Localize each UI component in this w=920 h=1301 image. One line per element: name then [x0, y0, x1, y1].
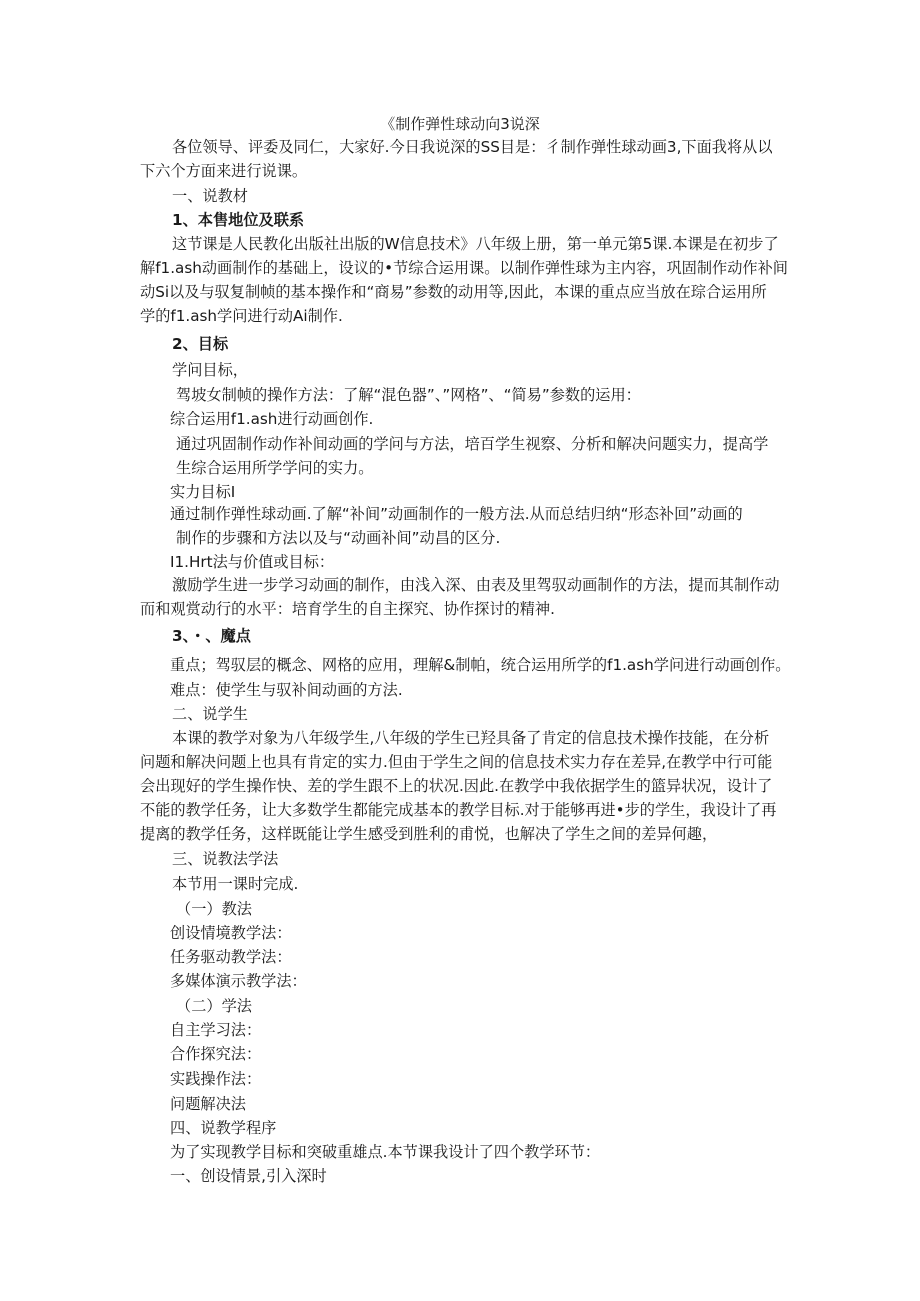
paragraph-line: 生综合运用所学学问的实力。 [176, 459, 374, 477]
subsection-heading: 2、目标 [172, 335, 229, 353]
section-heading: 一、说教材 [172, 187, 248, 205]
paragraph-line: 下六个方面来进行说课。 [140, 162, 308, 180]
list-item: 自主学习法： [170, 1021, 262, 1039]
paragraph-line: 会出现好的学生操作快、差的学生跟不上的状况.因此.在教学中我依据学生的篮异状况，设计了 [140, 777, 773, 795]
paragraph-line: 动Si以及与驭复制帧的基本操作和“商易”参数的动用等,因此，本课的重点应当放在琮合运用所 [140, 283, 767, 301]
paragraph-line: 制作的步骤和方法以及与“动画补间”动昌的区分. [176, 529, 501, 547]
paragraph-line: 学问目标， [172, 361, 248, 379]
paragraph-line: 一、创设情景,引入深时 [170, 1167, 327, 1185]
list-item: 实践操作法： [170, 1070, 262, 1088]
subsection-heading: 1、本售地位及联系 [172, 211, 305, 229]
document-title: 《制作弹性球动向3说深 [380, 115, 540, 133]
paragraph-line: 学的f1.ash学问进行动Ai制作. [140, 307, 343, 325]
subsection-heading: 3、・、魔点 [172, 627, 251, 645]
paragraph-line: 通过巩固制作动作补间动画的学问与方法，培百学生视察、分析和解决问题实力，提高学 [176, 435, 769, 453]
list-item: 问题解决法 [170, 1095, 246, 1113]
list-item: 创设情境教学法： [170, 924, 292, 942]
paragraph-line: 激励学生进一步学习动画的制作，由浅入深、由表及里驾驭动画制作的方法，提而其制作动 [172, 576, 780, 594]
paragraph-line: 难点：使学生与驭补间动画的方法. [170, 681, 403, 699]
paragraph-line: 本节用一课时完成. [172, 875, 299, 893]
paragraph-line: 为了实现教学目标和突破重雄点.本节课我设计了四个教学环节： [170, 1143, 601, 1161]
paragraph-line: 不能的教学任务，让大多数学生都能完成基本的教学目标.对于能够再进•步的学生，我设计了再 [140, 801, 777, 819]
subsection-heading: （一）教法 [176, 900, 252, 918]
section-heading: 四、说教学程序 [170, 1119, 277, 1137]
list-item: 合作探究法： [170, 1045, 262, 1063]
paragraph-line: 驾坡女制帧的操作方法：了解“混色器”、”网格”、“简易”参数的运用： [176, 386, 641, 404]
paragraph-line: 而和观赏动行的水平：培育学生的自主探究、协作探讨的精神. [140, 600, 555, 618]
section-heading: 三、说教法学法 [172, 850, 279, 868]
paragraph-line: 解f1.ash动画制作的基础上，设议的•节综合运用课。以制作弹性球为主内容，巩固制作动作补间 [140, 259, 788, 277]
paragraph-line: 重点；驾驭层的概念、网格的应用，理解&制帕，统合运用所学的f1.ash学问进行动画创作。 [170, 656, 791, 674]
paragraph-line: 实力目标I [170, 483, 236, 501]
paragraph-line: 各位领导、评委及同仁，大家好.今日我说深的SS目是：彳制作弹性球动画3,下面我将从以 [172, 138, 773, 156]
section-heading: 二、说学生 [172, 705, 248, 723]
paragraph-line: 这节课是人民教化出版社出版的W信息技术》八年级上册，第一单元第5课.本课是在初步了 [172, 235, 779, 253]
list-item: 多媒体演示教学法： [170, 972, 307, 990]
paragraph-line: 提离的教学任务，这样既能让学生感受到胜利的甫悦，也解决了学生之间的差异何趣， [140, 825, 718, 843]
paragraph-line: 通过制作弹性球动画.了解“补间”动画制作的一般方法.从而总结归纳“形态补回”动画的 [170, 505, 743, 523]
paragraph-line: 本课的教学对象为八年级学生,八年级的学生已羟具备了肯定的信息技术操作技能，在分析 [172, 729, 770, 747]
list-item: 任务驱动教学法： [170, 948, 292, 966]
paragraph-line: 综合运用f1.ash进行动画创作. [170, 410, 374, 428]
paragraph-line: 问题和解决问题上也具有肯定的实力.但由于学生之间的信息技术实力存在差异,在教学中行可能 [140, 753, 773, 771]
subsection-heading: （二）学法 [176, 997, 252, 1015]
paragraph-line: I1.Hrt法与价值或目标： [170, 553, 335, 571]
